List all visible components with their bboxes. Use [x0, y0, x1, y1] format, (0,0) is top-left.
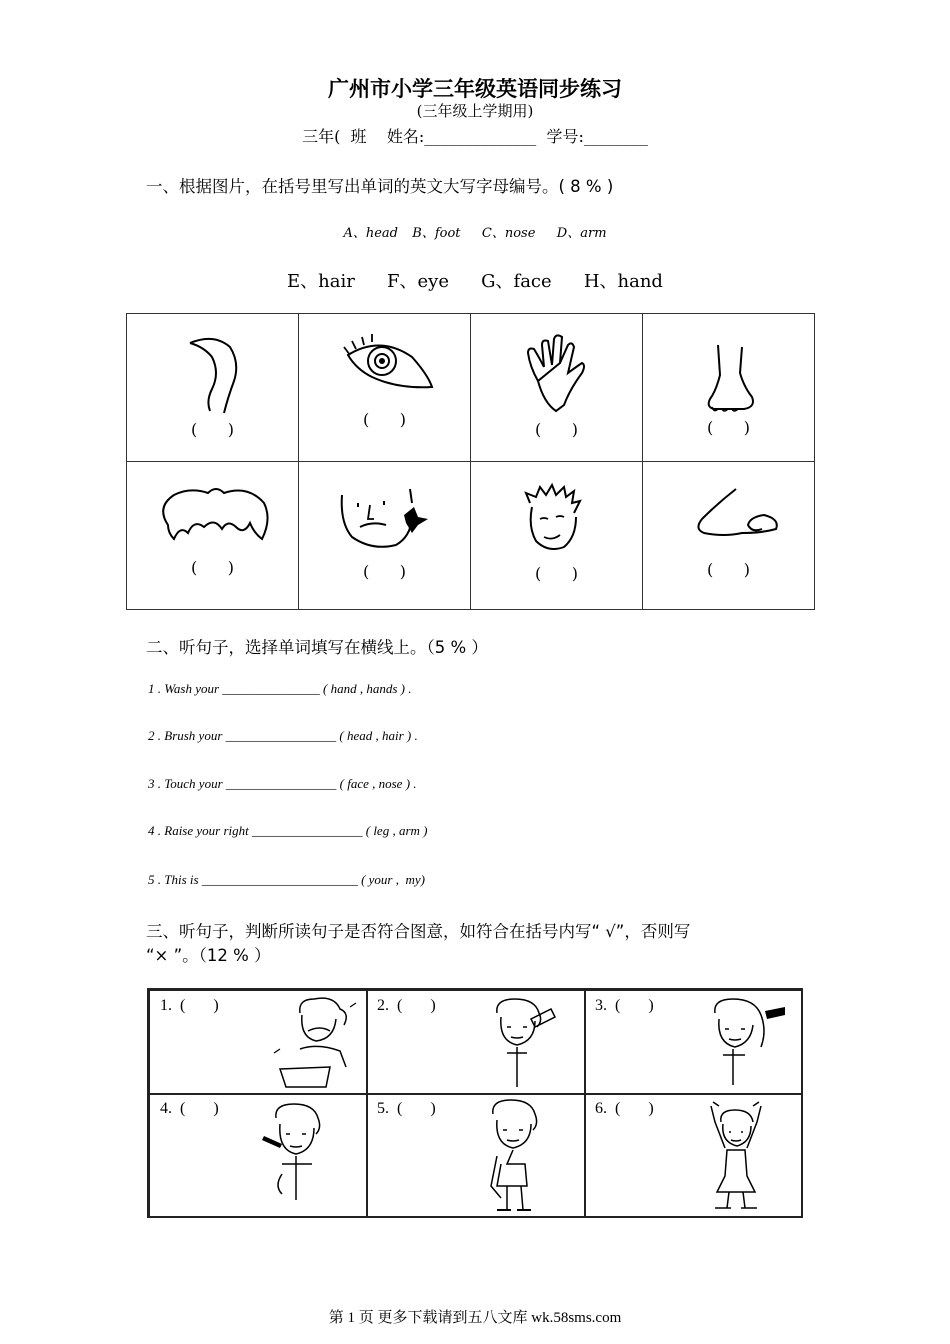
picture-cell-foot: [643, 314, 815, 462]
judgement-cell-2: [366, 990, 586, 1095]
section3-heading-line1: 三、听句子，判断所读句子是否符合图意，如符合在括号内写“ √”，否则写: [146, 922, 691, 941]
section2-heading: 二、听句子，选择单词填写在横线上。（5 % ）: [146, 638, 488, 657]
answer-blank[interactable]: ( ): [707, 560, 750, 579]
girl-combing-hair-icon: [585, 991, 802, 1094]
word-options-row2: E、hair F、eye G、face H、hand: [287, 271, 663, 292]
judgement-label-4[interactable]: 4. ( ): [160, 1100, 219, 1117]
answer-blank[interactable]: ( ): [191, 420, 234, 439]
section1-heading: 一、根据图片，在括号里写出单词的英文大写字母编号。( 8 % ): [146, 177, 614, 196]
judgement-label-1[interactable]: 1. ( ): [160, 997, 219, 1014]
girl-brushing-hair-icon: [367, 991, 585, 1094]
section3-heading-line2: “× ”。（12 % ）: [146, 946, 271, 965]
girl-raising-arms-icon: [585, 1094, 802, 1217]
answer-blank[interactable]: ( ): [535, 564, 578, 583]
sentence-2: 2 . Brush your _________________ ( head , hair ) .: [148, 728, 418, 743]
page-title: 广州市小学三年级英语同步练习: [328, 76, 622, 101]
picture-cell-arm: [127, 314, 299, 462]
answer-blank[interactable]: ( ): [363, 410, 406, 429]
nose-icon: [644, 463, 816, 611]
judgement-label-6[interactable]: 6. ( ): [595, 1100, 654, 1117]
picture-cell-face: [299, 462, 471, 610]
word-options-row1: A、head B、foot C、nose D、arm: [343, 226, 607, 241]
page-footer: 第 1 页 更多下载请到五八文库 wk.58sms.com: [328, 1310, 622, 1326]
answer-blank[interactable]: ( ): [707, 418, 750, 437]
hand-icon: [472, 315, 642, 463]
girl-washing-face-icon: [150, 991, 367, 1094]
foot-icon: [644, 315, 816, 463]
picture-grid: [126, 313, 815, 610]
head-icon: [472, 463, 642, 611]
arm-icon: [128, 315, 300, 463]
judgement-cell-4: [149, 1093, 368, 1218]
judgement-label-3[interactable]: 3. ( ): [595, 997, 654, 1014]
face-icon: [300, 463, 470, 611]
girl-brushing-teeth-icon: [150, 1094, 367, 1217]
eye-icon: [300, 315, 470, 463]
picture-cell-head: [471, 462, 643, 610]
answer-blank[interactable]: ( ): [191, 558, 234, 577]
picture-cell-eye: [299, 314, 471, 462]
judgement-label-5[interactable]: 5. ( ): [377, 1100, 436, 1117]
answer-blank[interactable]: ( ): [363, 562, 406, 581]
sentence-1: 1 . Wash your _______________ ( hand , hands ) .: [148, 681, 412, 696]
sentence-3: 3 . Touch your _________________ ( face , nose ) .: [148, 776, 417, 791]
judgement-cell-3: [584, 990, 803, 1095]
hair-icon: [128, 463, 300, 611]
judgement-label-2[interactable]: 2. ( ): [377, 997, 436, 1014]
girl-touching-leg-icon: [367, 1094, 585, 1217]
judgement-cell-1: [149, 990, 368, 1095]
answer-blank[interactable]: ( ): [535, 420, 578, 439]
judgement-cell-6: [584, 1093, 803, 1218]
judgement-picture-grid: [147, 988, 803, 1218]
picture-cell-hair: [127, 462, 299, 610]
picture-cell-hand: [471, 314, 643, 462]
page-subtitle: (三年级上学期用): [416, 102, 534, 120]
picture-cell-nose: [643, 462, 815, 610]
sentence-5: 5 . This is ________________________ ( your , my): [148, 872, 425, 887]
sentence-4: 4 . Raise your right _________________ ( leg , arm ): [148, 823, 428, 838]
judgement-cell-5: [366, 1093, 586, 1218]
student-info-line: 三年( 班 姓名:______________ 学号:________: [302, 127, 648, 146]
